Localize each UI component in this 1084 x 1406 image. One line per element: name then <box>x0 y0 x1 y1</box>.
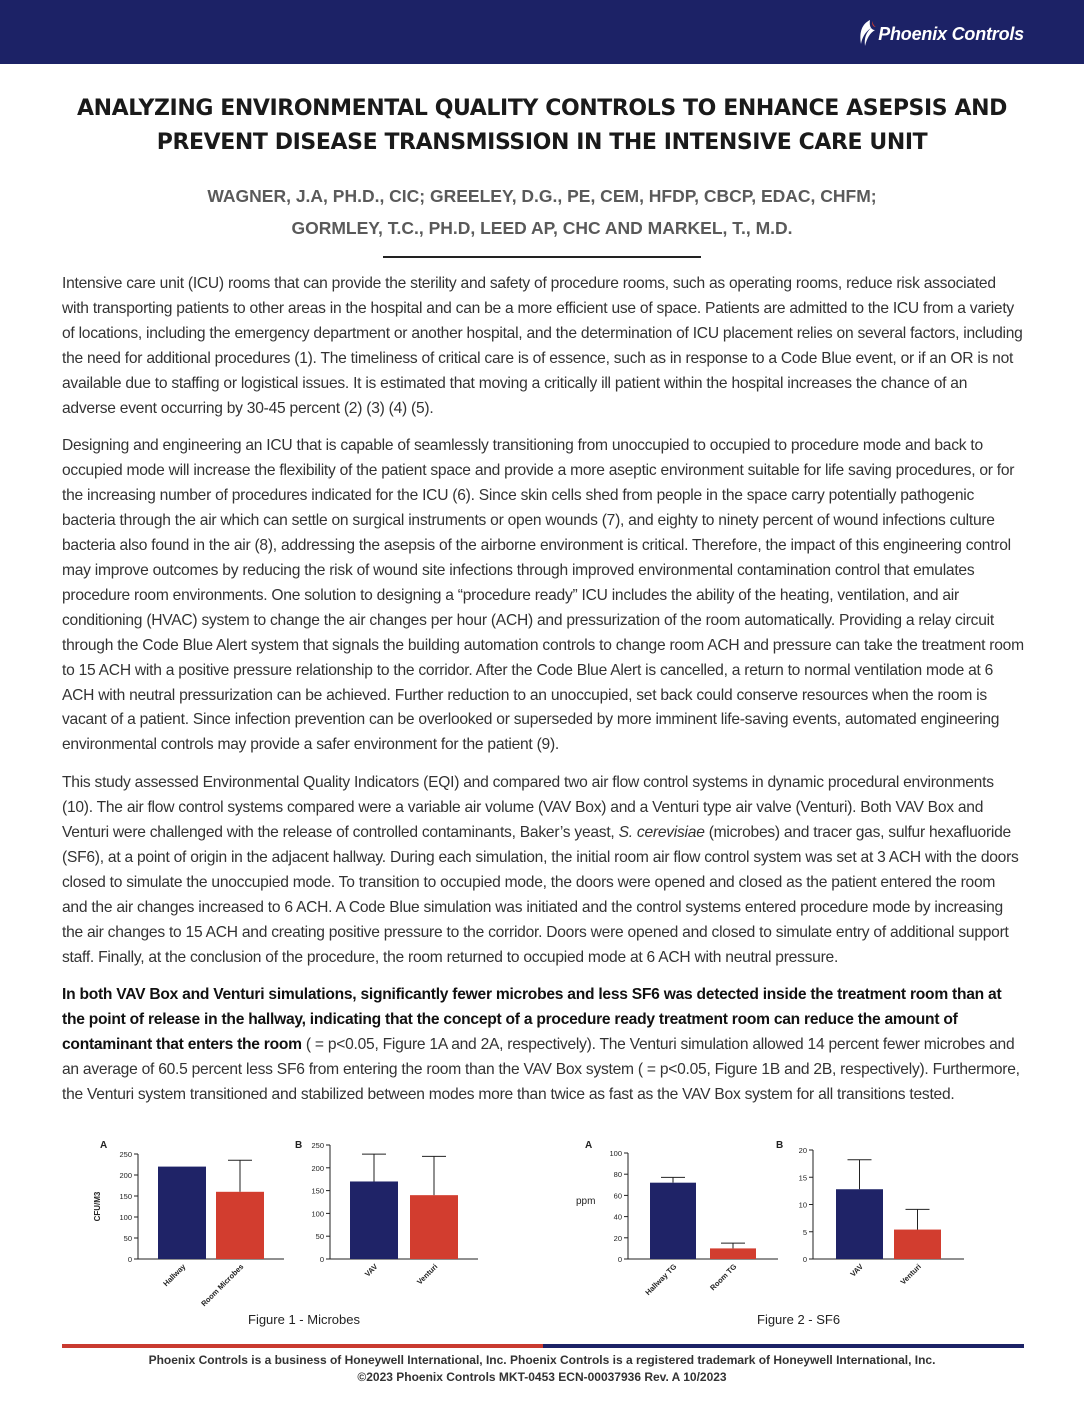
chart-3-ylabel: ppm <box>576 1196 596 1207</box>
paragraph-study <box>62 771 1024 970</box>
phoenix-swoosh-icon <box>856 18 876 50</box>
chart-1-ytick-label: 0 <box>127 1255 132 1264</box>
chart-4-category-label: Venturi <box>898 1262 923 1287</box>
chart-1-ytick-label: 100 <box>119 1213 132 1222</box>
title-line-2: PREVENT DISEASE TRANSMISSION IN THE INTENSIVE CARE UNIT <box>156 130 928 155</box>
figures-section <box>60 1130 1024 1340</box>
chart-1-ytick-label: 150 <box>119 1192 132 1201</box>
figure-2-caption: Figure 2 - SF6 <box>757 1312 841 1327</box>
footer-rule-red <box>62 1344 543 1348</box>
chart-1-panel-label: A <box>100 1140 108 1151</box>
chart-3-ytick-label: 0 <box>617 1255 622 1264</box>
chart-4-ytick-label: 20 <box>798 1146 807 1155</box>
chart-3-panel-label: A <box>585 1140 593 1151</box>
figures-chart-canvas <box>60 1130 1024 1340</box>
chart-2-ytick-label: 0 <box>319 1255 324 1264</box>
paragraph-study-text-a: This study assessed Environmental Quality Indicators (EQI) and compared two air flow control systems in dynamic procedural environments (10). The air flow control systems compared were a variable air volume (VAV Box) and a Venturi type air valve (Venturi). Both VAV Box and Venturi were challenged with the release of controlled contaminants, Baker’s yeast, <box>62 774 994 842</box>
chart-1-ytick-label: 250 <box>119 1150 132 1159</box>
results-detail: ( = p<0.05, Figure 1A and 2A, respectively). The Venturi simulation allowed 14 percent fewer microbes and an average of 60.5 percent less SF6 from entering the room than the VAV Box system ( = p<0.05, Figure 1B and 2B, respectively). Furthermore, the Venturi system transitioned and stabilized between modes more than twice as fast as the VAV Box system for all transitions tested. <box>62 1036 1020 1104</box>
chart-3-category-label: Room TG <box>708 1262 739 1293</box>
chart-1-ylabel: CFU/M3 <box>93 1191 102 1222</box>
chart-1-ytick-label: 200 <box>119 1171 132 1180</box>
paragraph-intro: Intensive care unit (ICU) rooms that can provide the sterility and safety of procedure rooms, such as operating rooms, reduce risk associated with transporting patients to other areas in the hospital and can be a more efficient use of space. Patients are admitted to the ICU from a variety of locations, including the emergency department or another hospital, and the determination of ICU placement relies on several factors, including the need for additional procedures (1). The timeliness of critical care is of essence, such as in response to a Code Blue event, or if an OR is not available due to staffing or logistical issues. It is estimated that moving a critically ill patient within the hospital increases the chance of an adverse event occurring by 30-45 percent (2) (3) (4) (5). <box>62 275 1023 417</box>
header-bar <box>0 0 1084 64</box>
title-line-1: ANALYZING ENVIRONMENTAL QUALITY CONTROLS TO ENHANCE ASEPSIS AND <box>77 96 1007 121</box>
chart-2-ytick-label: 50 <box>315 1232 324 1242</box>
chart-3-ytick-label: 60 <box>613 1191 622 1201</box>
chart-3-category-label: Hallway TG <box>643 1262 679 1298</box>
phoenix-controls-logo[interactable] <box>856 16 1024 52</box>
authors-line-2: GORMLEY, T.C., PH.D, LEED AP, CHC AND MARKEL, T., M.D. <box>291 218 793 238</box>
paragraph-design: Designing and engineering an ICU that is capable of seamlessly transitioning from unoccupied to occupied to procedure mode and back to occupied mode will increase the flexibility of the patient space and provide a more aseptic environment suitable for life saving procedures, or for the increasing number of procedures indicated for the ICU (6). Since skin cells shed from people in the space carry potentially pathogenic bacteria through the air which can settle on surgical instruments or open wounds (7), and eighty to ninety percent of wound infections culture bacteria also found in the air (8), addressing the asepsis of the airborne environment is critical. Therefore, the impact of this engineering control may improve outcomes by reducing the risk of wound site infections through improved environmental contamination control that emulates procedure room environments. One solution to designing a “procedure ready” ICU includes the ability of the heating, ventilation, and air conditioning (HVAC) system to change the air changes per hour (ACH) and pressurization of the room automatically. Providing a relay circuit through the Code Blue Alert system that signals the building automation controls to change room ACH and pressure can take the treatment room to 15 ACH with a positive pressure relationship to the corridor. After the Code Blue Alert is cancelled, a return to normal ventilation mode at 6 ACH with neutral pressurization can be achieved. Further reduction to an unoccupied, set back could conserve resources when the room is vacant of a patient. Since infection prevention can be overlooked or superseded by more imminent life-saving events, automated engineering environmental controls may provide a safer environment for the patient (9). <box>62 437 1024 754</box>
chart-3-ytick-label: 20 <box>613 1233 622 1243</box>
chart-2-category-label: Venturi <box>415 1262 440 1287</box>
footer-rule-blue <box>543 1344 1024 1348</box>
chart-2-bar <box>410 1195 458 1259</box>
results-highlight: In both VAV Box and Venturi simulations, significantly fewer microbes and less SF6 was detected inside the treatment room than at the point of release in the hallway, indicating that the concept of a procedure ready treatment room can reduce the amount of contaminant that enters the room <box>62 986 1002 1054</box>
article-body <box>62 272 1024 1121</box>
authors-line-1: WAGNER, J.A, PH.D., CIC; GREELEY, D.G., PE, CEM, HFDP, CBCP, EDAC, CHFM; <box>207 186 877 206</box>
chart-1-category-label: Hallway <box>161 1262 188 1289</box>
chart-4-ytick-label: 10 <box>798 1200 807 1210</box>
chart-4-category-label: VAV <box>848 1262 865 1279</box>
chart-4-ytick-label: 5 <box>802 1227 807 1237</box>
chart-3-ytick-label: 80 <box>613 1170 622 1180</box>
authors <box>60 180 1024 244</box>
species-name: S. cerevisiae <box>618 824 705 842</box>
title-divider <box>383 256 701 258</box>
paragraph-study-text-b: (microbes) and tracer gas, sulfur hexafluoride (SF6), at a point of origin in the adjacent hallway. During each simulation, the initial room air flow control system was set at 3 ACH with the doors closed to simulate the unoccupied mode. To transition to occupied mode, the doors were opened and closed as the patient entered the room and the air changes increased to 6 ACH. A Code Blue simulation was initiated and the control systems entered procedure mode by increasing the air changes to 15 ACH and creating positive pressure to the corridor. Doors were opened and closed to simulate entry of additional support staff. Finally, at the conclusion of the procedure, the room returned to occupied mode at 6 ACH with neutral pressure. <box>62 824 1019 966</box>
chart-4-panel-label: B <box>776 1140 784 1151</box>
chart-1-bar <box>216 1192 264 1259</box>
chart-2-ytick-label: 200 <box>311 1163 324 1173</box>
chart-4-ytick-label: 15 <box>798 1173 807 1183</box>
chart-4-ytick-label: 0 <box>802 1255 807 1264</box>
chart-2-ytick-label: 150 <box>311 1186 324 1196</box>
figure-1-caption: Figure 1 - Microbes <box>248 1312 360 1327</box>
chart-3-ytick-label: 100 <box>609 1149 622 1158</box>
chart-1-bar <box>158 1167 206 1259</box>
paragraph-results <box>62 983 1024 1108</box>
chart-4-bar <box>894 1230 941 1259</box>
chart-3-ytick-label: 40 <box>613 1212 622 1222</box>
chart-1-category-label: Room Microbes <box>199 1262 246 1309</box>
page-title <box>60 92 1024 160</box>
chart-2-category-label: VAV <box>362 1262 380 1279</box>
footer-copyright: ©2023 Phoenix Controls MKT-0453 ECN-00037936 Rev. A 10/2023 <box>357 1370 727 1384</box>
chart-2-bar <box>350 1181 398 1259</box>
footer-trademark: Phoenix Controls is a business of Honeywell International, Inc. Phoenix Controls is a registered trademark of Honeywell International, Inc. <box>148 1353 936 1367</box>
chart-3-bar <box>650 1183 696 1259</box>
chart-2-ytick-label: 100 <box>311 1209 324 1219</box>
chart-2-ytick-label: 250 <box>311 1141 324 1150</box>
chart-1-ytick-label: 50 <box>123 1234 132 1243</box>
brand-name: Phoenix Controls <box>878 23 1024 44</box>
chart-3-bar <box>710 1248 756 1259</box>
chart-2-panel-label: B <box>295 1140 303 1151</box>
chart-4-bar <box>836 1189 883 1259</box>
